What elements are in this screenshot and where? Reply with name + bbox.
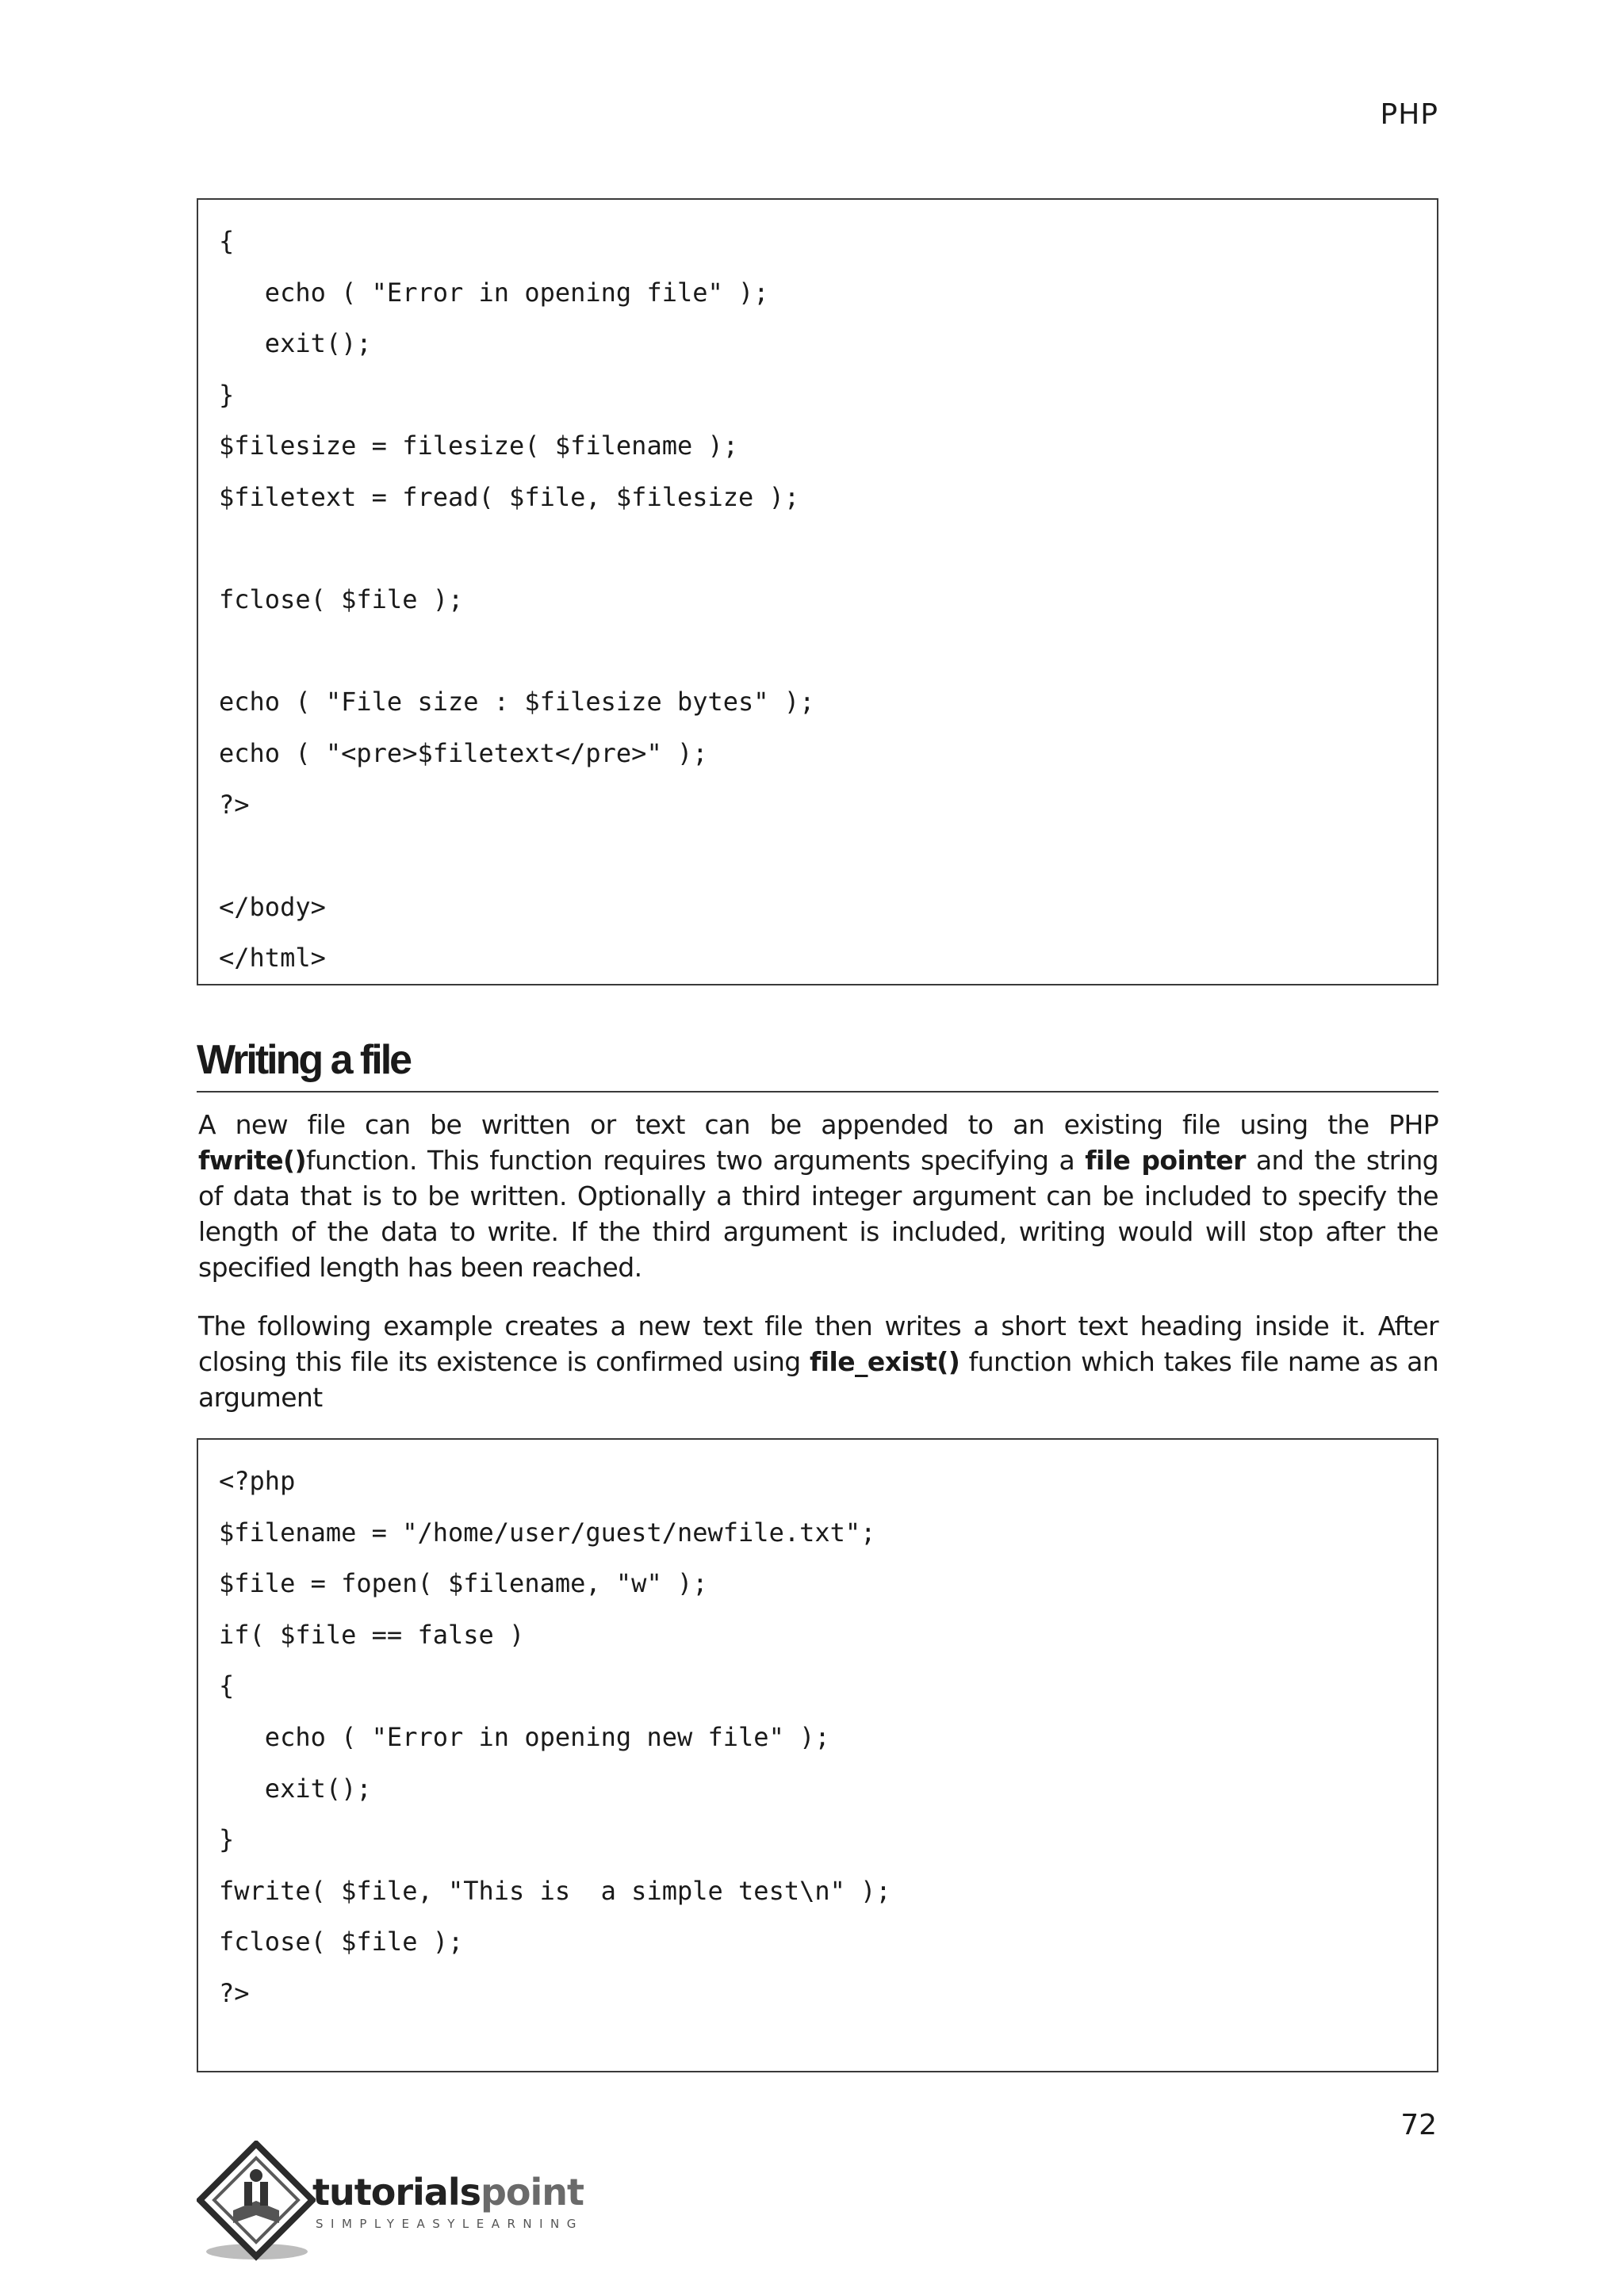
code-line: <?php bbox=[219, 1466, 296, 1496]
code-line: fclose( $file ); bbox=[219, 584, 464, 615]
code-line: } bbox=[219, 379, 235, 410]
code-line: fwrite( $file, "This is a simple test\n" ); bbox=[219, 1875, 891, 1906]
running-header: PHP bbox=[1380, 98, 1438, 131]
tutorialspoint-logo bbox=[197, 2141, 609, 2267]
code-line: exit(); bbox=[219, 1773, 372, 1804]
paragraph-fwrite-intro bbox=[198, 1107, 1438, 1285]
code-line: ?> bbox=[219, 1977, 250, 2008]
code-line: $filesize = filesize( $filename ); bbox=[219, 430, 739, 461]
para-text: function. This function requires two arguments specifying a bbox=[305, 1145, 1086, 1176]
logo-diamond-icon bbox=[197, 2141, 316, 2267]
code-line: </body> bbox=[219, 891, 326, 922]
inline-term-file-pointer: file pointer bbox=[1085, 1145, 1246, 1176]
code-line: fclose( $file ); bbox=[219, 1927, 464, 1957]
code-block-1 bbox=[197, 198, 1438, 985]
inline-code-fwrite: fwrite() bbox=[198, 1145, 306, 1176]
code-line: if( $file == false ) bbox=[219, 1619, 525, 1650]
code-line: echo ( "Error in opening file" ); bbox=[219, 277, 769, 308]
code-line bbox=[219, 626, 1416, 677]
logo-word-light: point bbox=[480, 2171, 584, 2214]
para-text: The following example creates a new text file then writes a short text heading inside it. After closing this file its existence is confirmed using bbox=[198, 1311, 1438, 1377]
code-line: $file = fopen( $filename, "w" ); bbox=[219, 1568, 708, 1599]
code-line: echo ( "Error in opening new file" ); bbox=[219, 1721, 830, 1752]
code-line: ?> bbox=[219, 789, 250, 820]
code-line: { bbox=[219, 1670, 235, 1701]
code-line: exit(); bbox=[219, 328, 372, 359]
code-line bbox=[219, 830, 1416, 882]
logo-tagline: SIMPLYEASYLEARNING bbox=[316, 2217, 584, 2231]
code-line: { bbox=[219, 226, 235, 256]
code-line: $filename = "/home/user/guest/newfile.txt"; bbox=[219, 1517, 876, 1548]
code-line: $filetext = fread( $file, $filesize ); bbox=[219, 481, 800, 512]
page-number: 72 bbox=[1400, 2109, 1437, 2141]
section-heading: Writing a file bbox=[197, 1032, 1438, 1093]
code-block-2 bbox=[197, 1438, 1438, 2072]
inline-code-file-exist: file_exist() bbox=[810, 1346, 960, 1377]
logo-wordmark bbox=[312, 2171, 584, 2214]
code-line: echo ( "File size : $filesize bytes" ); bbox=[219, 687, 815, 718]
logo-word-dark: tutorials bbox=[312, 2171, 481, 2214]
code-line: echo ( "<pre>$filetext</pre>" ); bbox=[219, 737, 708, 768]
para-text: and the string of data that is to be written. Optionally a third integer argument can be included to specify the length of the data to write. If the third argument is included, writing would will stop after the specified length has been reached. bbox=[198, 1145, 1438, 1283]
code-line: </html> bbox=[219, 943, 326, 974]
para-text: A new file can be written or text can be appended to an existing file using the PHP bbox=[198, 1109, 1438, 1140]
code-line: } bbox=[219, 1824, 235, 1855]
code-line bbox=[219, 523, 1416, 575]
para-text: function which takes file name as an argument bbox=[198, 1346, 1439, 1413]
paragraph-example-intro bbox=[198, 1308, 1438, 1415]
